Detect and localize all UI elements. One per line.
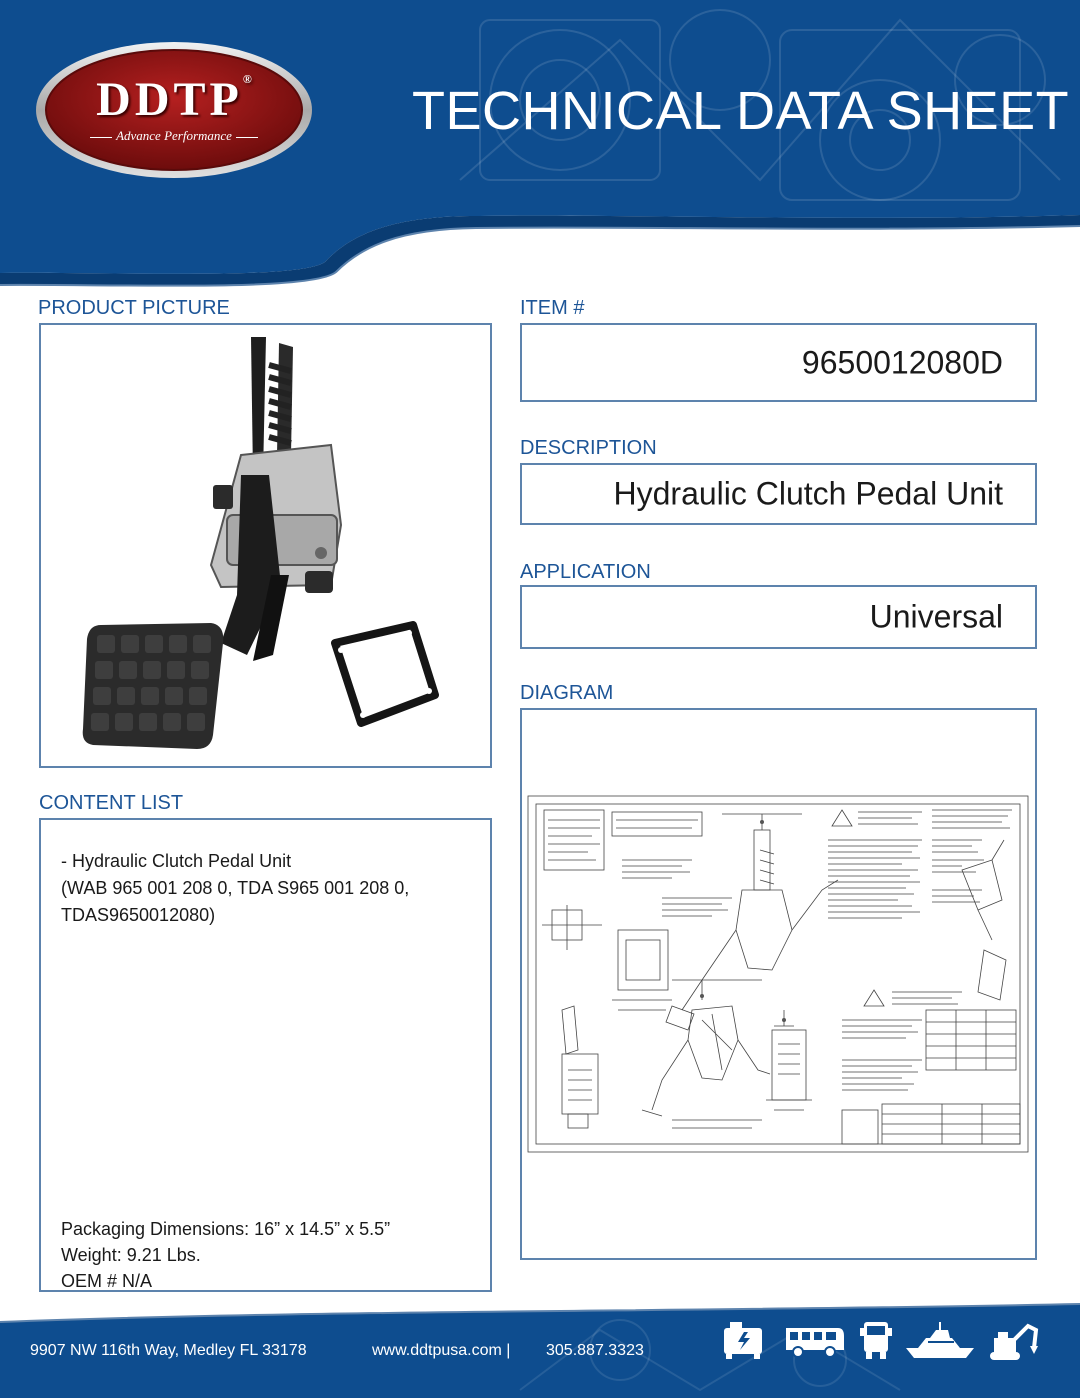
footer-website[interactable]: www.ddtpusa.com |	[372, 1342, 511, 1359]
logo-tagline: Advance Performance	[36, 128, 312, 144]
item-number-value: 9650012080D	[801, 344, 1003, 380]
content-list-box	[39, 818, 492, 1292]
oem-number: OEM # N/A	[61, 1271, 153, 1291]
content-list-label: CONTENT LIST	[39, 792, 184, 814]
product-picture-box	[39, 323, 492, 768]
content-specs	[61, 1216, 390, 1294]
header-banner	[0, 0, 1080, 310]
description-value: Hydraulic Clutch Pedal Unit	[613, 475, 1003, 512]
application-label: APPLICATION	[520, 561, 651, 583]
logo-wordmark: DDTP®	[96, 72, 252, 126]
weight: Weight: 9.21 Lbs.	[61, 1245, 201, 1265]
truck-icon	[858, 1318, 894, 1362]
item-number-box	[520, 323, 1037, 402]
ddtp-logo[interactable]	[36, 42, 312, 178]
packaging-dimensions: Packaging Dimensions: 16” x 14.5” x 5.5”	[61, 1219, 391, 1239]
description-box	[520, 463, 1037, 525]
diagram-box	[520, 708, 1037, 1260]
yacht-icon	[904, 1318, 976, 1362]
product-image	[41, 325, 490, 766]
application-box	[520, 585, 1037, 649]
bus-icon	[782, 1318, 846, 1362]
content-line: (WAB 965 001 208 0, TDA S965 001 208 0,	[61, 878, 410, 898]
footer-phone[interactable]: 305.887.3323	[546, 1342, 644, 1359]
diagram-label: DIAGRAM	[520, 682, 614, 704]
item-number-label: ITEM #	[520, 297, 585, 319]
content-line: - Hydraulic Clutch Pedal Unit	[61, 851, 292, 871]
technical-drawing	[522, 710, 1035, 1258]
content-list-items	[61, 848, 409, 929]
generator-icon	[720, 1318, 766, 1362]
description-label: DESCRIPTION	[520, 437, 657, 459]
content-line: TDAS9650012080)	[61, 905, 216, 925]
footer-address: 9907 NW 116th Way, Medley FL 33178	[30, 1342, 307, 1359]
product-picture-label: PRODUCT PICTURE	[38, 297, 230, 319]
excavator-icon	[984, 1318, 1040, 1362]
page-title: TECHNICAL DATA SHEET	[412, 81, 1070, 141]
application-value: Universal	[869, 598, 1003, 635]
